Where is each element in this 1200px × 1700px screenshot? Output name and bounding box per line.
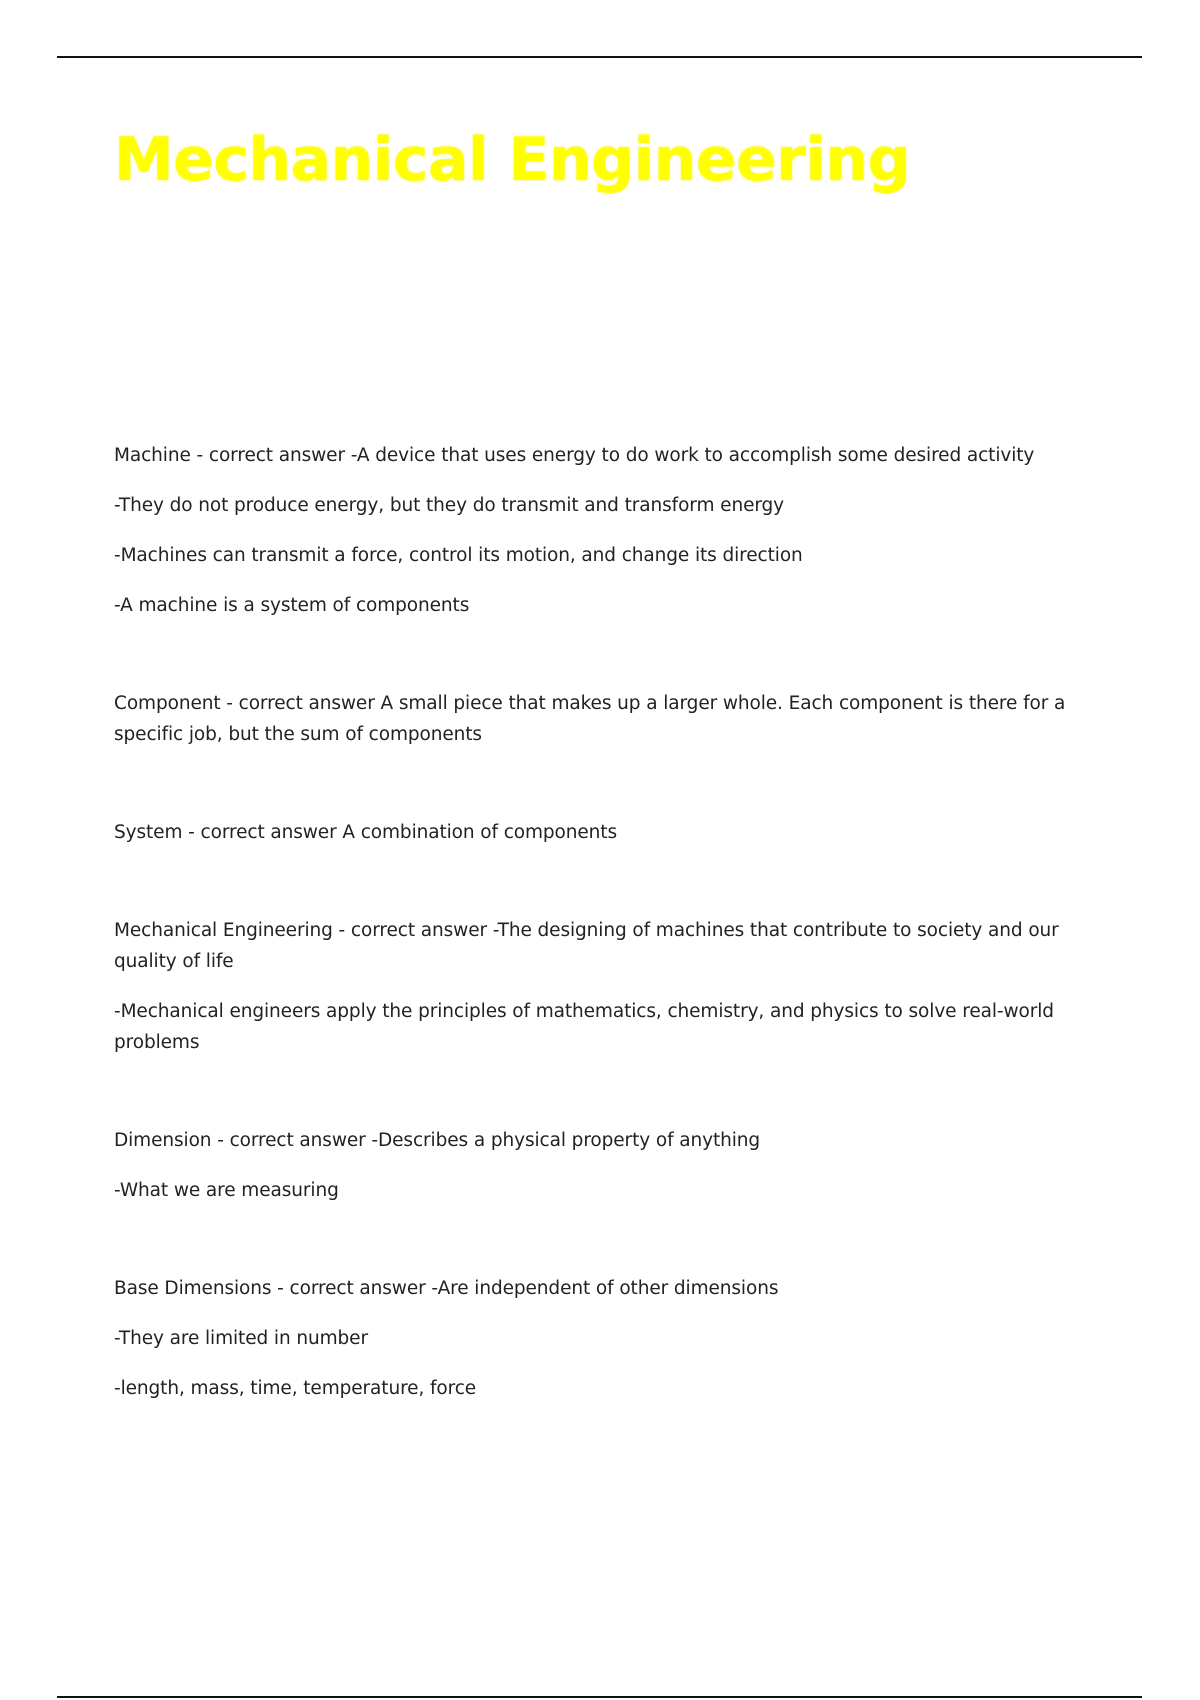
definition-line: System - correct answer A combination of components xyxy=(114,822,618,843)
entry-base-dimensions xyxy=(114,1273,1114,1404)
definition-line: -They are limited in number xyxy=(114,1328,368,1349)
entry-machine xyxy=(114,440,1114,621)
definition-line: -Mechanical engineers apply the principles of mathematics, chemistry, and physics to solve real-world problems xyxy=(114,1001,1054,1053)
definition-line: Dimension - correct answer -Describes a physical property of anything xyxy=(114,1130,761,1151)
definition-line: Machine - correct answer -A device that uses energy to do work to accomplish some desired activity xyxy=(114,445,1035,466)
page-title: Mechanical Engineering xyxy=(114,125,911,195)
entry-system xyxy=(114,817,1114,848)
definition-line: Base Dimensions - correct answer -Are independent of other dimensions xyxy=(114,1278,779,1299)
entry-mechanical-engineering xyxy=(114,915,1114,1058)
definition-line: Component - correct answer A small piece that makes up a larger whole. Each component is there for a specific job, but the sum of components xyxy=(114,693,1066,745)
bottom-rule xyxy=(57,1696,1142,1698)
definition-line: -Machines can transmit a force, control its motion, and change its direction xyxy=(114,545,803,566)
definition-line: -A machine is a system of components xyxy=(114,595,470,616)
definition-line: Mechanical Engineering - correct answer -The designing of machines that contribute to society and our quality of life xyxy=(114,920,1059,972)
entry-dimension xyxy=(114,1125,1114,1206)
document-body xyxy=(114,440,1114,1404)
top-rule xyxy=(57,56,1142,58)
definition-line: -They do not produce energy, but they do transmit and transform energy xyxy=(114,495,785,516)
definition-line: -length, mass, time, temperature, force xyxy=(114,1378,477,1399)
definition-line: -What we are measuring xyxy=(114,1180,339,1201)
entry-component xyxy=(114,688,1114,750)
